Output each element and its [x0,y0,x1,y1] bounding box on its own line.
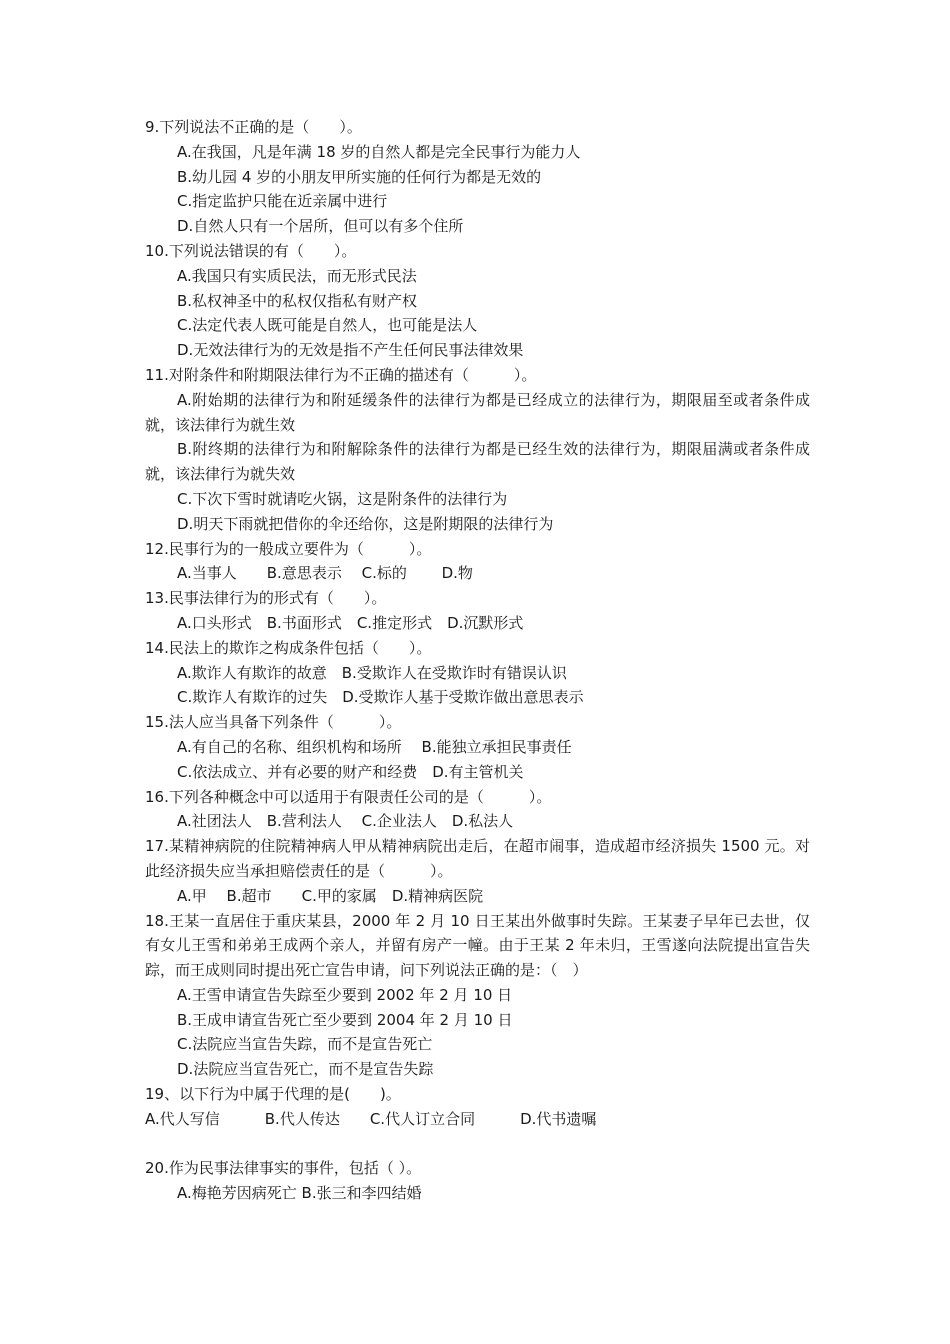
blank-line [145,1132,810,1157]
option-b: B.附终期的法律行为和附解除条件的法律行为都是已经生效的法律行为，期限届满或者条件成就，该法律行为就失效 [145,440,810,484]
options-row: A.代人写信 B.代人传达 C.代人订立合同 D.代书遗嘱 [145,1109,597,1128]
option-d: D.自然人只有一个居所，但可以有多个住所 [177,217,464,236]
question-list [145,115,810,1206]
option-a: A.王雪申请宣告失踪至少要到 2002 年 2 月 10 日 [177,985,513,1004]
option-d: D.明天下雨就把借你的伞还给你，这是附期限的法律行为 [177,514,554,533]
question-stem: 13.民事法律行为的形式有（ ）。 [145,589,387,608]
option-b: B.幼儿园 4 岁的小朋友甲所实施的任何行为都是无效的 [177,167,542,186]
options-row: A.当事人 B.意思表示 C.标的 D.物 [177,564,473,583]
question-stem: 15.法人应当具备下列条件（ ）。 [145,713,402,732]
option-c: C.下次下雪时就请吃火锅，这是附条件的法律行为 [177,489,508,508]
question-stem: 17.某精神病院的住院精神病人甲从精神病院出走后，在超市闹事，造成超市经济损失 1500 元。对此经济损失应当承担赔偿责任的是（ ）。 [145,837,810,880]
option-d: D.无效法律行为的无效是指不产生任何民事法律效果 [177,341,524,360]
question-stem: 18.王某一直居住于重庆某县，2000 年 2 月 10 日王某出外做事时失踪。王某妻子早年已去世，仅有女儿王雪和弟弟王成两个亲人，并留有房产一幢。由于王某 2 年未归，王雪遂向法院提出宣告失踪，而王成则同时提出死亡宣告申请，问下列说法正确的是：（ ） [145,911,810,980]
option-c: C.指定监护只能在近亲属中进行 [177,192,388,211]
question-stem: 10.下列说法错误的有（ ）。 [145,241,357,260]
question-stem: 12.民事行为的一般成立要件为（ ）。 [145,539,432,558]
option-a: A.附始期的法律行为和附延缓条件的法律行为都是已经成立的法律行为，期限届至或者条件成就，该法律行为就生效 [145,390,810,434]
question-stem: 19、以下行为中属于代理的是( )。 [145,1085,401,1104]
question-stem: 11.对附条件和附期限法律行为不正确的描述有（ ）。 [145,365,537,384]
question-stem: 14.民法上的欺诈之构成条件包括（ ）。 [145,638,432,657]
question-stem: 16.下列各种概念中可以适用于有限责任公司的是（ ）。 [145,787,552,806]
option-c: C.法定代表人既可能是自然人，也可能是法人 [177,316,478,335]
question-stem: 20.作为民事法律事实的事件，包括（ ）。 [145,1159,422,1178]
options-row: A.梅艳芳因病死亡 B.张三和李四结婚 [177,1184,422,1203]
options-row: C.依法成立、并有必要的财产和经费 D.有主管机关 [177,762,524,781]
options-row: A.口头形式 B.书面形式 C.推定形式 D.沉默形式 [177,613,524,632]
option-d: D.法院应当宣告死亡，而不是宣告失踪 [177,1060,434,1079]
question-stem: 9.下列说法不正确的是（ ）。 [145,118,362,136]
option-a: A.我国只有实质民法，而无形式民法 [177,266,417,285]
options-row: A.社团法人 B.营利法人 C.企业法人 D.私法人 [177,812,514,831]
option-c: C.法院应当宣告失踪，而不是宣告死亡 [177,1035,433,1054]
options-row: A.有自己的名称、组织机构和场所 B.能独立承担民事责任 [177,737,572,756]
options-row: A.欺诈人有欺诈的故意 B.受欺诈人在受欺诈时有错误认识 [177,663,567,682]
options-row: A.甲 B.超市 C.甲的家属 D.精神病医院 [177,886,484,905]
options-row: C.欺诈人有欺诈的过失 D.受欺诈人基于受欺诈做出意思表示 [177,688,584,707]
option-a: A.在我国，凡是年满 18 岁的自然人都是完全民事行为能力人 [177,142,581,161]
option-b: B.王成申请宣告死亡至少要到 2004 年 2 月 10 日 [177,1010,513,1029]
option-b: B.私权神圣中的私权仅指私有财产权 [177,291,418,310]
